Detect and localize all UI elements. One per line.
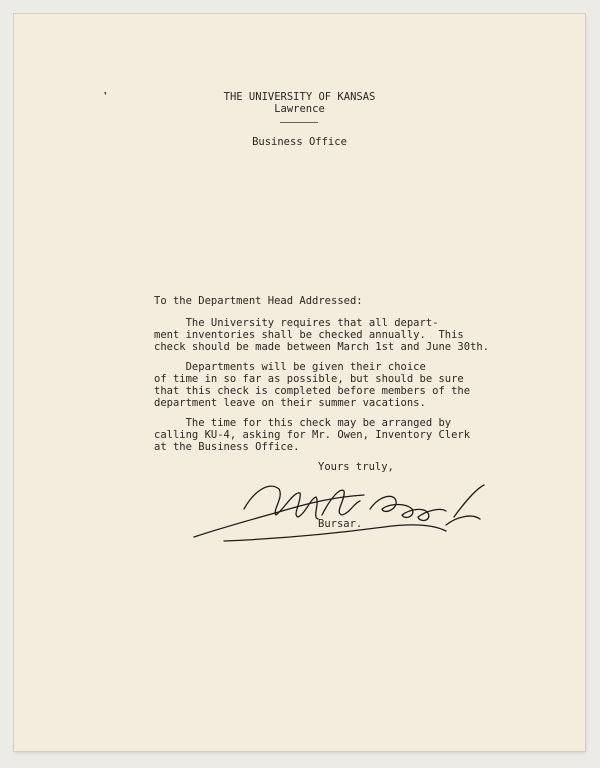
city-name: Lawrence	[274, 103, 325, 115]
paragraph-1-line-2: ment inventories shall be checked annually. This	[154, 329, 464, 341]
header-rule	[280, 122, 318, 123]
office-name: Business Office	[252, 136, 347, 148]
institution-name: THE UNIVERSITY OF KANSAS	[223, 91, 376, 103]
paragraph-2-line-4: department leave on their summer vacations.	[154, 397, 426, 409]
paragraph-1-line-3: check should be made between March 1st and June 30th.	[154, 341, 490, 353]
paragraph-1-line-1: The University requires that all depart-	[154, 317, 439, 329]
ink-mark: ❜	[102, 90, 109, 103]
paragraph-3-line-3: at the Business Office.	[154, 441, 300, 453]
paragraph-2-line-3: that this check is completed before members of the	[154, 385, 471, 397]
signature	[184, 469, 504, 559]
paragraph-3-line-2: calling KU-4, asking for Mr. Owen, Inventory Clerk	[154, 429, 471, 441]
signer-title: Bursar.	[318, 518, 363, 530]
paragraph-2-line-2: of time in so far as possible, but should be sure	[154, 373, 464, 385]
closing: Yours truly,	[318, 461, 394, 473]
salutation: To the Department Head Addressed:	[154, 295, 363, 307]
paragraph-2-line-1: Departments will be given their choice	[154, 361, 426, 373]
paragraph-3-line-1: The time for this check may be arranged by	[154, 417, 452, 429]
letter-page	[14, 14, 585, 751]
